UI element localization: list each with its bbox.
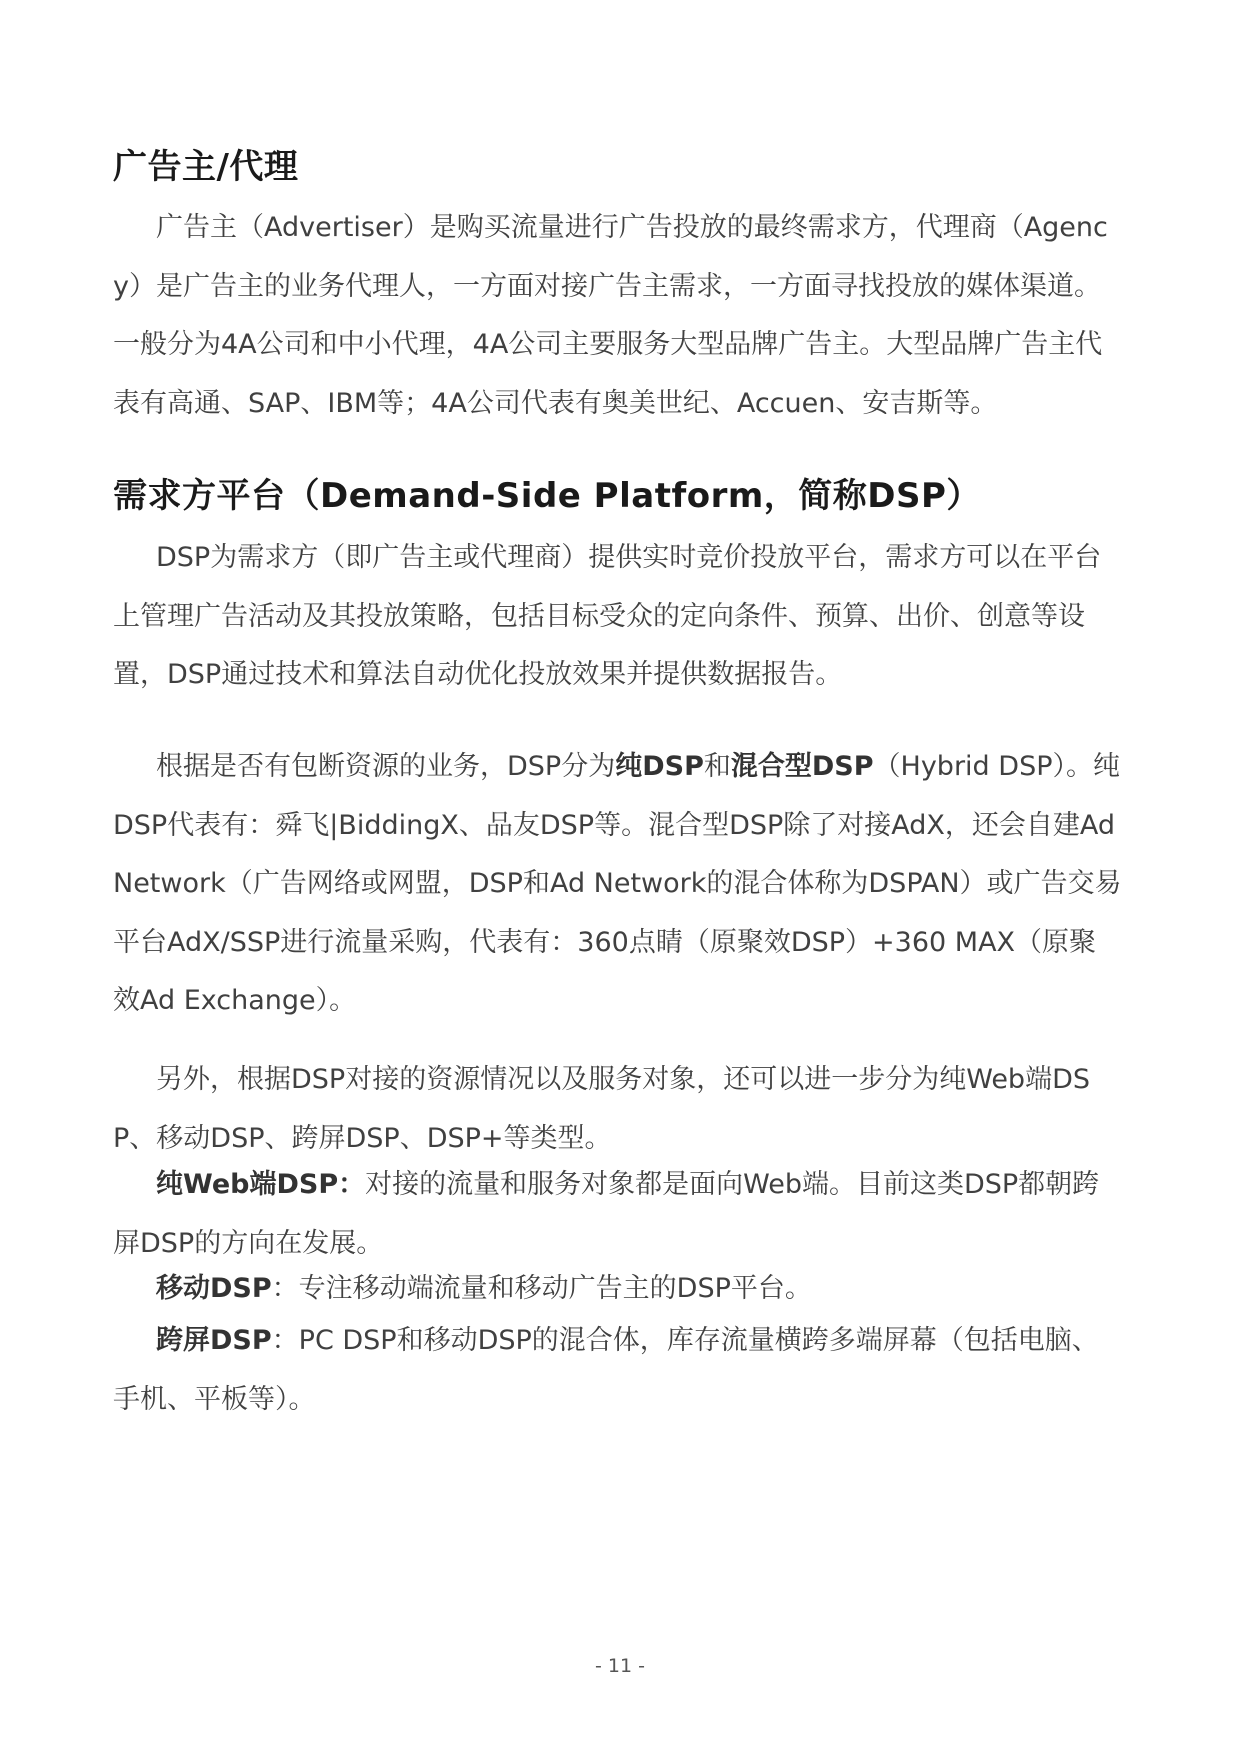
classification-rest: （Hybrid DSP）。纯DSP代表有：舜飞|BiddingX、品友DSP等。混合型DSP除了对接AdX，还会自建Ad Network（广告网络或网盟，DSP和Ad Network的混合体称为DSPAN）或广告交易平台AdX/SSP进行流量采购，代表有：360点睛（原聚效DSP）+360 MAX（原聚效Ad Exchange）。 (113, 751, 1122, 1016)
section-heading-dsp: 需求方平台（Demand-Side Platform，简称DSP） (113, 476, 981, 516)
page-number: - 11 - (595, 1655, 645, 1677)
type-term-mobile-dsp: 移动DSP (156, 1273, 272, 1304)
section-heading-advertiser: 广告主/代理 (113, 147, 299, 187)
paragraph-type-cross-screen-dsp (113, 1312, 1123, 1429)
term-hybrid-dsp: 混合型DSP (730, 751, 874, 782)
term-pure-dsp: 纯DSP (615, 751, 704, 782)
type-desc-mobile-dsp: ：专注移动端流量和移动广告主的DSP平台。 (271, 1273, 812, 1304)
paragraph-type-web-dsp (113, 1156, 1123, 1273)
paragraph-type-mobile-dsp (113, 1260, 1123, 1319)
classification-prefix: 根据是否有包断资源的业务，DSP分为 (156, 751, 616, 782)
paragraph-advertiser: 广告主（Advertiser）是购买流量进行广告投放的最终需求方，代理商（Agency）是广告主的业务代理人，一方面对接广告主需求，一方面寻找投放的媒体渠道。一般分为4A公司和中小代理，4A公司主要服务大型品牌广告主。大型品牌广告主代表有高通、SAP、IBM等；4A公司代表有奥美世纪、Accuen、安吉斯等。 (113, 212, 1108, 419)
paragraph-dsp-classification (113, 738, 1123, 1031)
type-desc-cross-screen-dsp: ：PC DSP和移动DSP的混合体，库存流量横跨多端屏幕（包括电脑、手机、平板等）。 (113, 1325, 1099, 1415)
type-term-cross-screen-dsp: 跨屏DSP (156, 1325, 272, 1356)
type-term-web-dsp: 纯Web端DSP： (156, 1169, 366, 1200)
paragraph-dsp-further: 另外，根据DSP对接的资源情况以及服务对象，还可以进一步分为纯Web端DSP、移动DSP、跨屏DSP、DSP+等类型。 (113, 1064, 1091, 1154)
type-desc-web-dsp: 对接的流量和服务对象都是面向Web端。目前这类DSP都朝跨屏DSP的方向在发展。 (113, 1169, 1100, 1259)
paragraph-dsp-intro: DSP为需求方（即广告主或代理商）提供实时竞价投放平台，需求方可以在平台上管理广告活动及其投放策略，包括目标受众的定向条件、预算、出价、创意等设置，DSP通过技术和算法自动优化投放效果并提供数据报告。 (113, 542, 1102, 690)
classification-joiner: 和 (703, 751, 731, 782)
